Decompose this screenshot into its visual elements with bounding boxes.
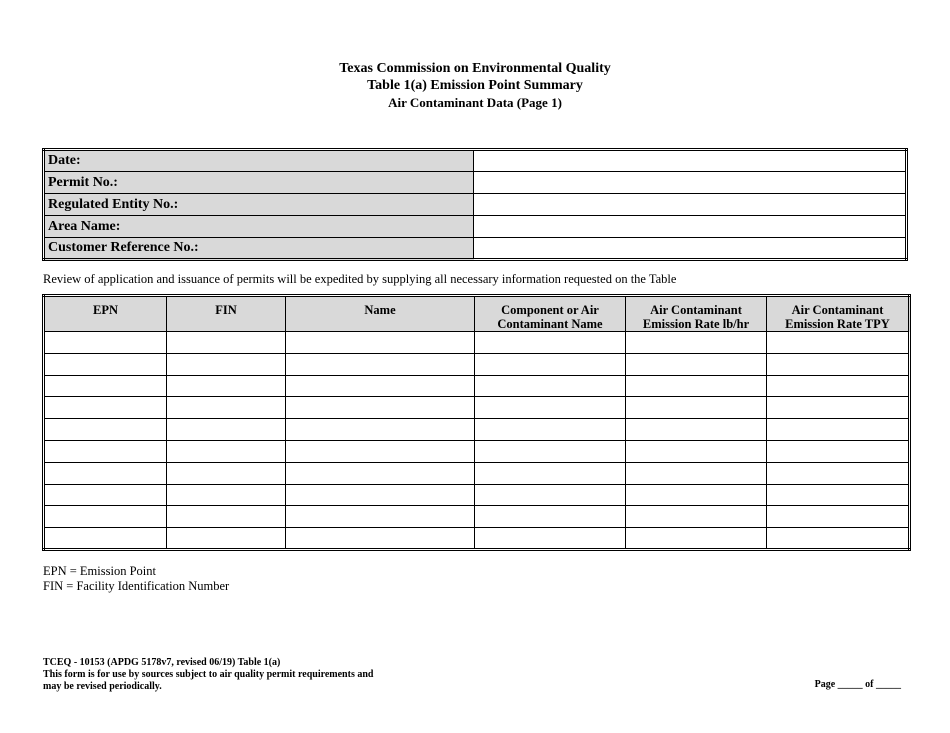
table-cell[interactable] <box>626 397 767 419</box>
agency-name: Texas Commission on Environmental Quality <box>339 61 611 76</box>
form-footer <box>43 657 373 693</box>
col-name: Name <box>286 296 475 332</box>
table-cell[interactable] <box>767 353 910 375</box>
table-cell[interactable] <box>626 462 767 484</box>
info-table <box>42 148 908 261</box>
table-cell[interactable] <box>167 353 286 375</box>
table-cell[interactable] <box>44 397 167 419</box>
form-id: TCEQ - 10153 (APDG 5178v7, revised 06/19) Table 1(a) <box>43 657 281 668</box>
table-row <box>44 440 910 462</box>
area-name-label: Area Name: <box>44 216 474 238</box>
table-cell[interactable] <box>286 484 475 506</box>
table-row <box>44 332 910 354</box>
table-cell[interactable] <box>167 397 286 419</box>
col-fin: FIN <box>167 296 286 332</box>
table-cell[interactable] <box>44 506 167 528</box>
footer-note-2: may be revised periodically. <box>43 681 162 692</box>
table-cell[interactable] <box>767 462 910 484</box>
table-row <box>44 506 910 528</box>
table-cell[interactable] <box>475 528 626 550</box>
table-cell[interactable] <box>626 332 767 354</box>
col-component: Component or Air Contaminant Name <box>475 296 626 332</box>
table-cell[interactable] <box>475 484 626 506</box>
table-cell[interactable] <box>44 419 167 441</box>
table-cell[interactable] <box>44 462 167 484</box>
table-cell[interactable] <box>167 484 286 506</box>
table-cell[interactable] <box>167 332 286 354</box>
table-cell[interactable] <box>626 528 767 550</box>
table-cell[interactable] <box>767 506 910 528</box>
customer-reference-field[interactable] <box>474 238 907 260</box>
table-cell[interactable] <box>167 375 286 397</box>
date-label: Date: <box>44 150 474 172</box>
table-cell[interactable] <box>475 353 626 375</box>
table-cell[interactable] <box>286 419 475 441</box>
table-cell[interactable] <box>767 419 910 441</box>
col-rate-tpy: Air Contaminant Emission Rate TPY <box>767 296 910 332</box>
form-subtitle: Air Contaminant Data (Page 1) <box>388 95 562 110</box>
table-cell[interactable] <box>475 397 626 419</box>
col-epn: EPN <box>44 296 167 332</box>
table-cell[interactable] <box>167 528 286 550</box>
table-cell[interactable] <box>286 506 475 528</box>
info-row <box>44 216 907 238</box>
instruction-note: Review of application and issuance of permits will be expedited by supplying all necessary information requested on the Table <box>43 272 677 286</box>
table-cell[interactable] <box>286 332 475 354</box>
emission-table <box>42 294 911 551</box>
table-cell[interactable] <box>286 528 475 550</box>
table-header-row <box>44 296 910 332</box>
table-cell[interactable] <box>286 462 475 484</box>
table-cell[interactable] <box>475 462 626 484</box>
table-cell[interactable] <box>167 462 286 484</box>
table-cell[interactable] <box>167 419 286 441</box>
date-field[interactable] <box>474 150 907 172</box>
form-title: Table 1(a) Emission Point Summary <box>367 78 583 93</box>
table-cell[interactable] <box>286 375 475 397</box>
table-row <box>44 353 910 375</box>
table-cell[interactable] <box>44 440 167 462</box>
table-row <box>44 484 910 506</box>
table-cell[interactable] <box>626 506 767 528</box>
table-cell[interactable] <box>767 397 910 419</box>
table-cell[interactable] <box>767 484 910 506</box>
info-row <box>44 150 907 172</box>
table-cell[interactable] <box>626 484 767 506</box>
col-rate-lbhr: Air Contaminant Emission Rate lb/hr <box>626 296 767 332</box>
table-cell[interactable] <box>475 375 626 397</box>
table-cell[interactable] <box>475 419 626 441</box>
info-row <box>44 238 907 260</box>
regulated-entity-label: Regulated Entity No.: <box>44 194 474 216</box>
epn-definition: EPN = Emission Point <box>43 564 156 578</box>
form-header <box>0 60 950 111</box>
permit-no-label: Permit No.: <box>44 172 474 194</box>
table-row <box>44 419 910 441</box>
footer-note-1: This form is for use by sources subject to air quality permit requirements and <box>43 669 374 680</box>
page-number: Page _____ of _____ <box>814 679 901 690</box>
table-row <box>44 528 910 550</box>
customer-reference-label: Customer Reference No.: <box>44 238 474 260</box>
table-cell[interactable] <box>767 528 910 550</box>
info-row <box>44 172 907 194</box>
table-cell[interactable] <box>767 332 910 354</box>
table-cell[interactable] <box>44 353 167 375</box>
table-cell[interactable] <box>167 440 286 462</box>
table-cell[interactable] <box>44 375 167 397</box>
table-row <box>44 375 910 397</box>
table-row <box>44 462 910 484</box>
table-cell[interactable] <box>44 484 167 506</box>
permit-no-field[interactable] <box>474 172 907 194</box>
table-cell[interactable] <box>626 419 767 441</box>
fin-definition: FIN = Facility Identification Number <box>43 579 230 593</box>
table-cell[interactable] <box>475 440 626 462</box>
table-cell[interactable] <box>44 528 167 550</box>
table-cell[interactable] <box>626 440 767 462</box>
table-cell[interactable] <box>286 440 475 462</box>
definitions <box>43 564 229 594</box>
table-cell[interactable] <box>475 332 626 354</box>
table-cell[interactable] <box>286 353 475 375</box>
table-cell[interactable] <box>626 353 767 375</box>
table-cell[interactable] <box>626 375 767 397</box>
table-cell[interactable] <box>767 375 910 397</box>
table-cell[interactable] <box>167 506 286 528</box>
table-cell[interactable] <box>475 506 626 528</box>
area-name-field[interactable] <box>474 216 907 238</box>
info-row <box>44 194 907 216</box>
regulated-entity-field[interactable] <box>474 194 907 216</box>
table-cell[interactable] <box>767 440 910 462</box>
table-cell[interactable] <box>286 397 475 419</box>
table-body <box>44 332 910 550</box>
table-row <box>44 397 910 419</box>
table-cell[interactable] <box>44 332 167 354</box>
